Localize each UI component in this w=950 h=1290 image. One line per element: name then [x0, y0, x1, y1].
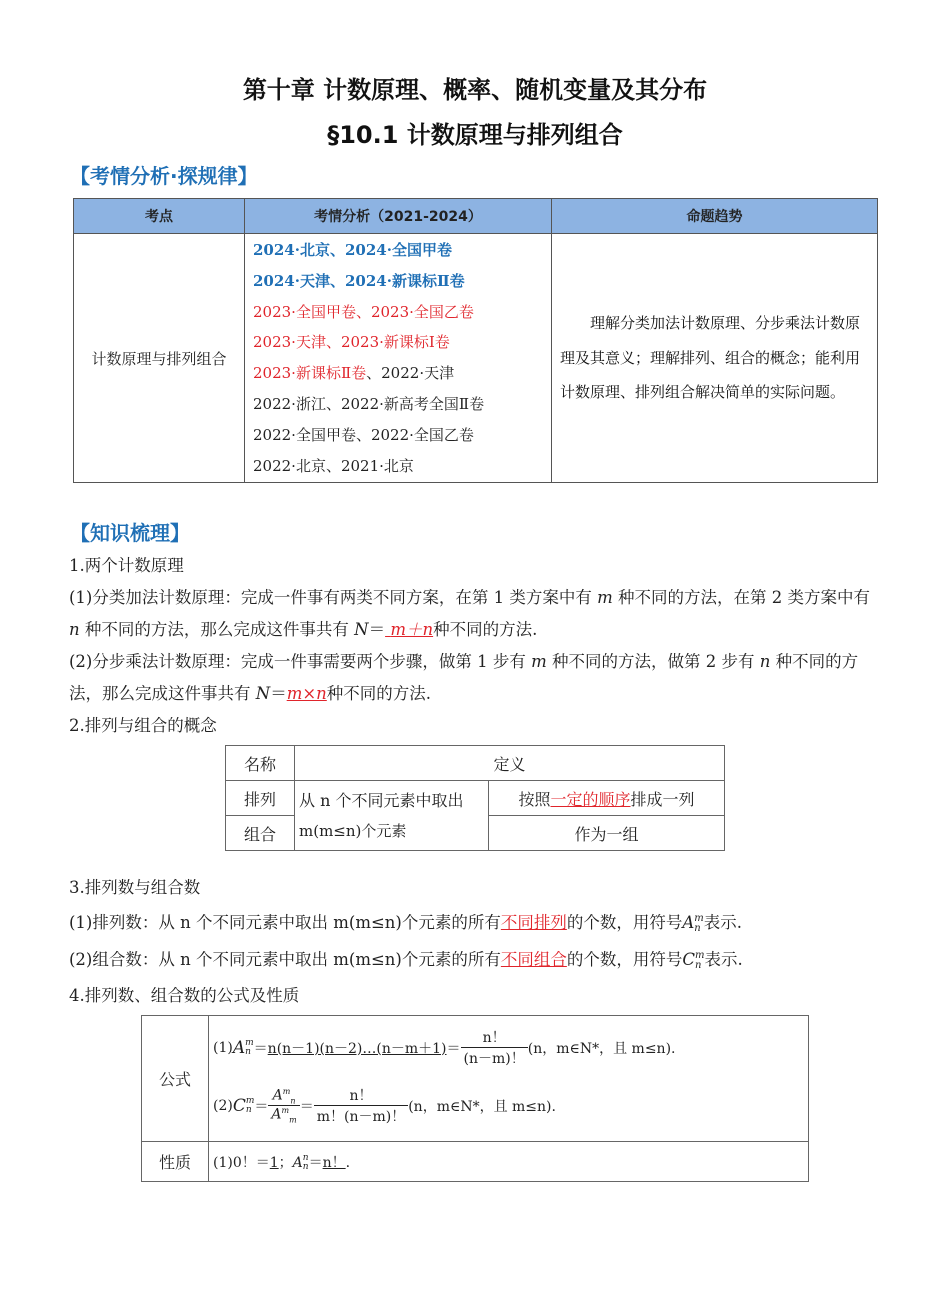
topic-cell: 计数原理与排列组合 [74, 234, 245, 483]
k2-title: 2.排列与组合的概念 [69, 716, 217, 735]
source-line: 2023·天津、2023·新课标Ⅰ卷 [253, 333, 450, 352]
k3-para1: (1)排列数：从 n 个不同元素中取出 m(m≤n)个元素的所有不同排列的个数，用符号Am n 表示. [69, 912, 743, 934]
source-line: 2024·北京、2024·全国甲卷 [253, 241, 452, 259]
concept-header-name: 名称 [226, 746, 295, 781]
trend-cell: 理解分类加法计数原理、分步乘法计数原理及其意义；理解排列、组合的概念；能利用计数原理、排列组合解决简单的实际问题。 [552, 234, 878, 483]
concept-comb: 组合 [226, 816, 295, 851]
k3-title: 3.排列数与组合数 [69, 878, 201, 897]
header-trend: 命题趋势 [552, 199, 878, 234]
k3-para2: (2)组合数：从 n 个不同元素中取出 m(m≤n)个元素的所有不同组合的个数，用符号Cm n 表示. [69, 949, 743, 971]
chapter-title: 第十章 计数原理、概率、随机变量及其分布 [242, 76, 708, 104]
concept-comb-def: 作为一组 [489, 816, 725, 851]
source-line: 2022·浙江、2022·新高考全国Ⅱ卷 [253, 394, 485, 413]
concept-perm-def: 按照一定的顺序排成一列 [489, 781, 725, 816]
perm-symbol: A [682, 913, 695, 932]
answer-blank: m×n [286, 683, 327, 703]
source-line: 2023·全国甲卷、2023·全国乙卷 [253, 302, 474, 321]
concept-common: 从 n 个不同元素中取出 m(m≤n)个元素 [295, 781, 489, 851]
answer-blank: m＋n [390, 619, 434, 639]
header-analysis: 考情分析（2021-2024） [245, 199, 552, 234]
analysis-heading: 【考情分析·探规律】 [70, 164, 258, 188]
knowledge-heading: 【知识梳理】 [70, 521, 190, 545]
source-line: 2024·天津、2024·新课标Ⅱ卷 [253, 271, 465, 290]
formula-1: (1) A m n ＝ n(n－1)(n－2)…(n－m＋1) ＝ $\frac{n!}{(n-m)!}$ (n，m∈N*，且 m≤n). [213, 1021, 807, 1075]
formula-label: 公式 [142, 1016, 209, 1142]
concept-header-def: 定义 [295, 746, 725, 781]
formula-table [141, 1015, 809, 1182]
formula-2: (2) C m n ＝ $\frac{A^m_n}{A^m_m}$ ＝ $\frac{n!}{m!(n-m)!}$ (n，m∈N*，且 m≤n). [213, 1086, 556, 1125]
k1-para1: (1)分类加法计数原理：完成一件事有两类不同方案，在第 1 类方案中有 m 种不同的方法，在第 2 类方案中有 n 种不同的方法，那么完成这件事共有 N＝ m＋n种不同的方法. [69, 588, 870, 639]
k1-title: 1.两个计数原理 [69, 556, 184, 575]
source-line: 2022·北京、2021·北京 [253, 456, 414, 475]
k4-title: 4.排列数、组合数的公式及性质 [69, 986, 300, 1005]
sources-cell [245, 234, 552, 483]
comb-symbol: C [682, 950, 695, 969]
header-topic: 考点 [74, 199, 245, 234]
section-title: §10.1 计数原理与排列组合 [327, 121, 623, 149]
formula-cell [209, 1016, 809, 1142]
concept-table [225, 745, 725, 851]
k1-para2: (2)分步乘法计数原理：完成一件事需要两个步骤，做第 1 步有 m 种不同的方法，做第 2 步有 n 种不同的方法，那么完成这件事共有 N＝m×n种不同的方法. [69, 652, 859, 703]
property-label: 性质 [142, 1142, 209, 1182]
property-cell: (1)0！＝1；An n＝n！. [209, 1142, 809, 1182]
analysis-table [73, 198, 878, 483]
concept-perm: 排列 [226, 781, 295, 816]
source-line: 2022·全国甲卷、2022·全国乙卷 [253, 425, 474, 444]
source-line: 2023·新课标Ⅱ卷、2022·天津 [253, 364, 455, 383]
